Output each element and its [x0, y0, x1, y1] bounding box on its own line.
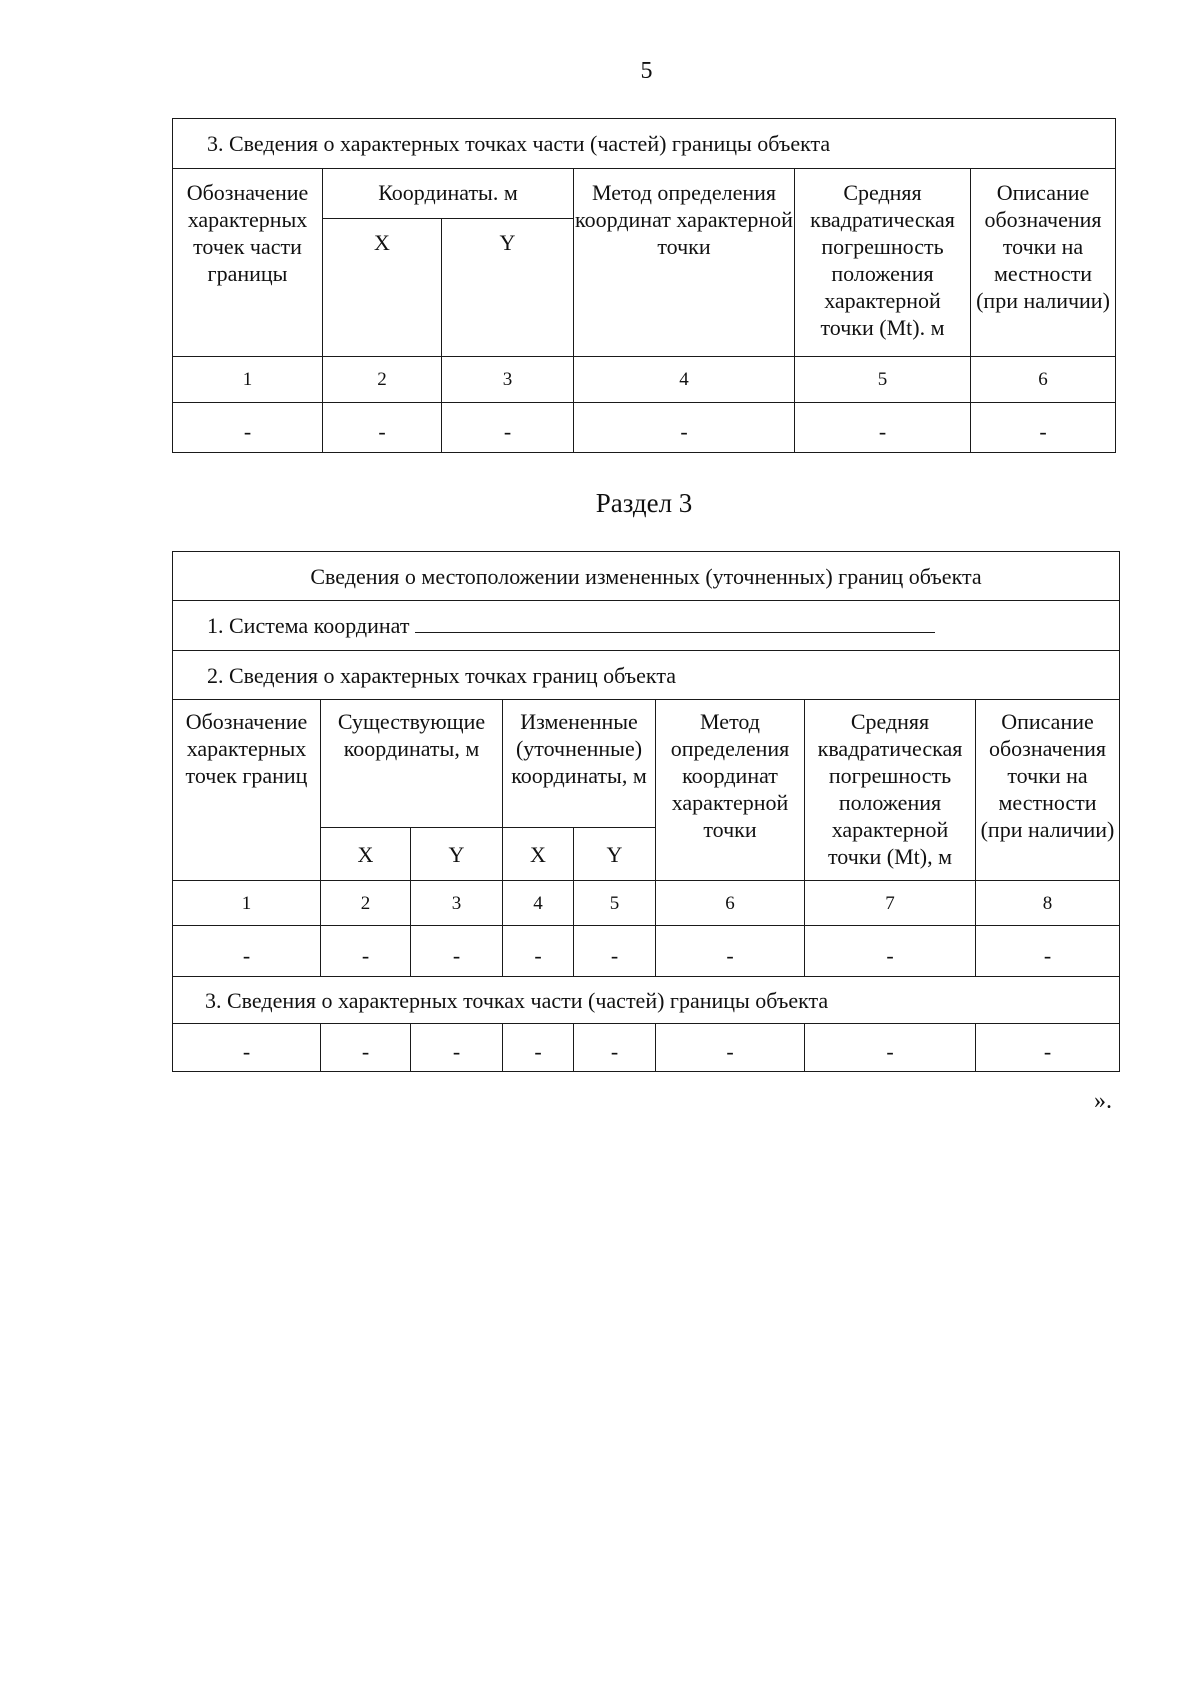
column-header-description: Описание обозначения точки на местности (при наличии)	[976, 700, 1120, 881]
coordinate-system-blank	[415, 612, 935, 633]
points-caption: 2. Сведения о характерных точках границ объекта	[173, 651, 1120, 700]
column-number: 1	[173, 357, 323, 403]
column-header-x: X	[323, 219, 442, 357]
column-header-designation: Обозначение характерных точек границ	[173, 700, 321, 881]
table-cell: -	[574, 1024, 656, 1072]
page-number: 5	[640, 58, 653, 84]
column-header-designation: Обозначение характерных точек части границы	[173, 169, 323, 357]
column-header-y: Y	[574, 828, 656, 881]
column-number: 2	[321, 881, 411, 926]
table-cell: -	[173, 926, 321, 977]
table-cell: -	[442, 403, 574, 453]
changed-boundaries-table	[172, 551, 1120, 1072]
table-row	[173, 1024, 1120, 1072]
table-cell: -	[321, 926, 411, 977]
column-header-x: X	[503, 828, 574, 881]
table-cell: -	[976, 1024, 1120, 1072]
closing-quote: ».	[1094, 1088, 1112, 1114]
table-cell: -	[574, 403, 795, 453]
column-number: 3	[442, 357, 574, 403]
column-number: 7	[805, 881, 976, 926]
table-cell: -	[173, 403, 323, 453]
table-cell: -	[323, 403, 442, 453]
table-cell: -	[173, 1024, 321, 1072]
table-cell: -	[574, 926, 656, 977]
table-cell: -	[321, 1024, 411, 1072]
coordinate-system-label: 1. Система координат	[207, 613, 410, 638]
column-header-changed-coordinates: Измененные (уточненные) координаты, м	[503, 700, 656, 828]
table-cell: -	[656, 926, 805, 977]
column-header-error: Средняя квадратическая погрешность положения характерной точки (Mt). м	[795, 169, 971, 357]
table-cell: -	[656, 1024, 805, 1072]
column-number: 5	[795, 357, 971, 403]
column-header-coordinates: Координаты. м	[323, 169, 574, 219]
table-cell: -	[805, 1024, 976, 1072]
column-header-y: Y	[411, 828, 503, 881]
column-header-x: X	[321, 828, 411, 881]
table-cell: -	[503, 926, 574, 977]
column-header-method: Метод определения координат характерной точки	[574, 169, 795, 357]
column-number: 6	[656, 881, 805, 926]
column-header-y: Y	[442, 219, 574, 357]
column-header-method: Метод определения координат характерной точки	[656, 700, 805, 881]
part-boundary-points-table	[172, 118, 1116, 453]
table-cell: -	[503, 1024, 574, 1072]
parts-caption: 3. Сведения о характерных точках части (частей) границы объекта	[173, 977, 1120, 1024]
table-row	[173, 403, 1116, 453]
column-number: 2	[323, 357, 442, 403]
table-cell: -	[805, 926, 976, 977]
column-number: 1	[173, 881, 321, 926]
table-cell: -	[976, 926, 1120, 977]
table-title: Сведения о местоположении измененных (уточненных) границ объекта	[173, 552, 1120, 601]
column-number: 4	[574, 357, 795, 403]
section-title: Раздел 3	[595, 488, 693, 518]
column-header-description: Описание обозначения точки на местности (при наличии)	[971, 169, 1116, 357]
table-cell: -	[795, 403, 971, 453]
column-number: 3	[411, 881, 503, 926]
column-number: 6	[971, 357, 1116, 403]
table-caption: 3. Сведения о характерных точках части (частей) границы объекта	[173, 119, 1116, 169]
column-header-error: Средняя квадратическая погрешность положения характерной точки (Mt), м	[805, 700, 976, 881]
table-cell: -	[411, 926, 503, 977]
column-number: 4	[503, 881, 574, 926]
coordinate-system-row	[173, 601, 1120, 651]
table-cell: -	[971, 403, 1116, 453]
column-number: 5	[574, 881, 656, 926]
table-row	[173, 926, 1120, 977]
column-header-existing-coordinates: Существующие координаты, м	[321, 700, 503, 828]
column-number: 8	[976, 881, 1120, 926]
table-cell: -	[411, 1024, 503, 1072]
